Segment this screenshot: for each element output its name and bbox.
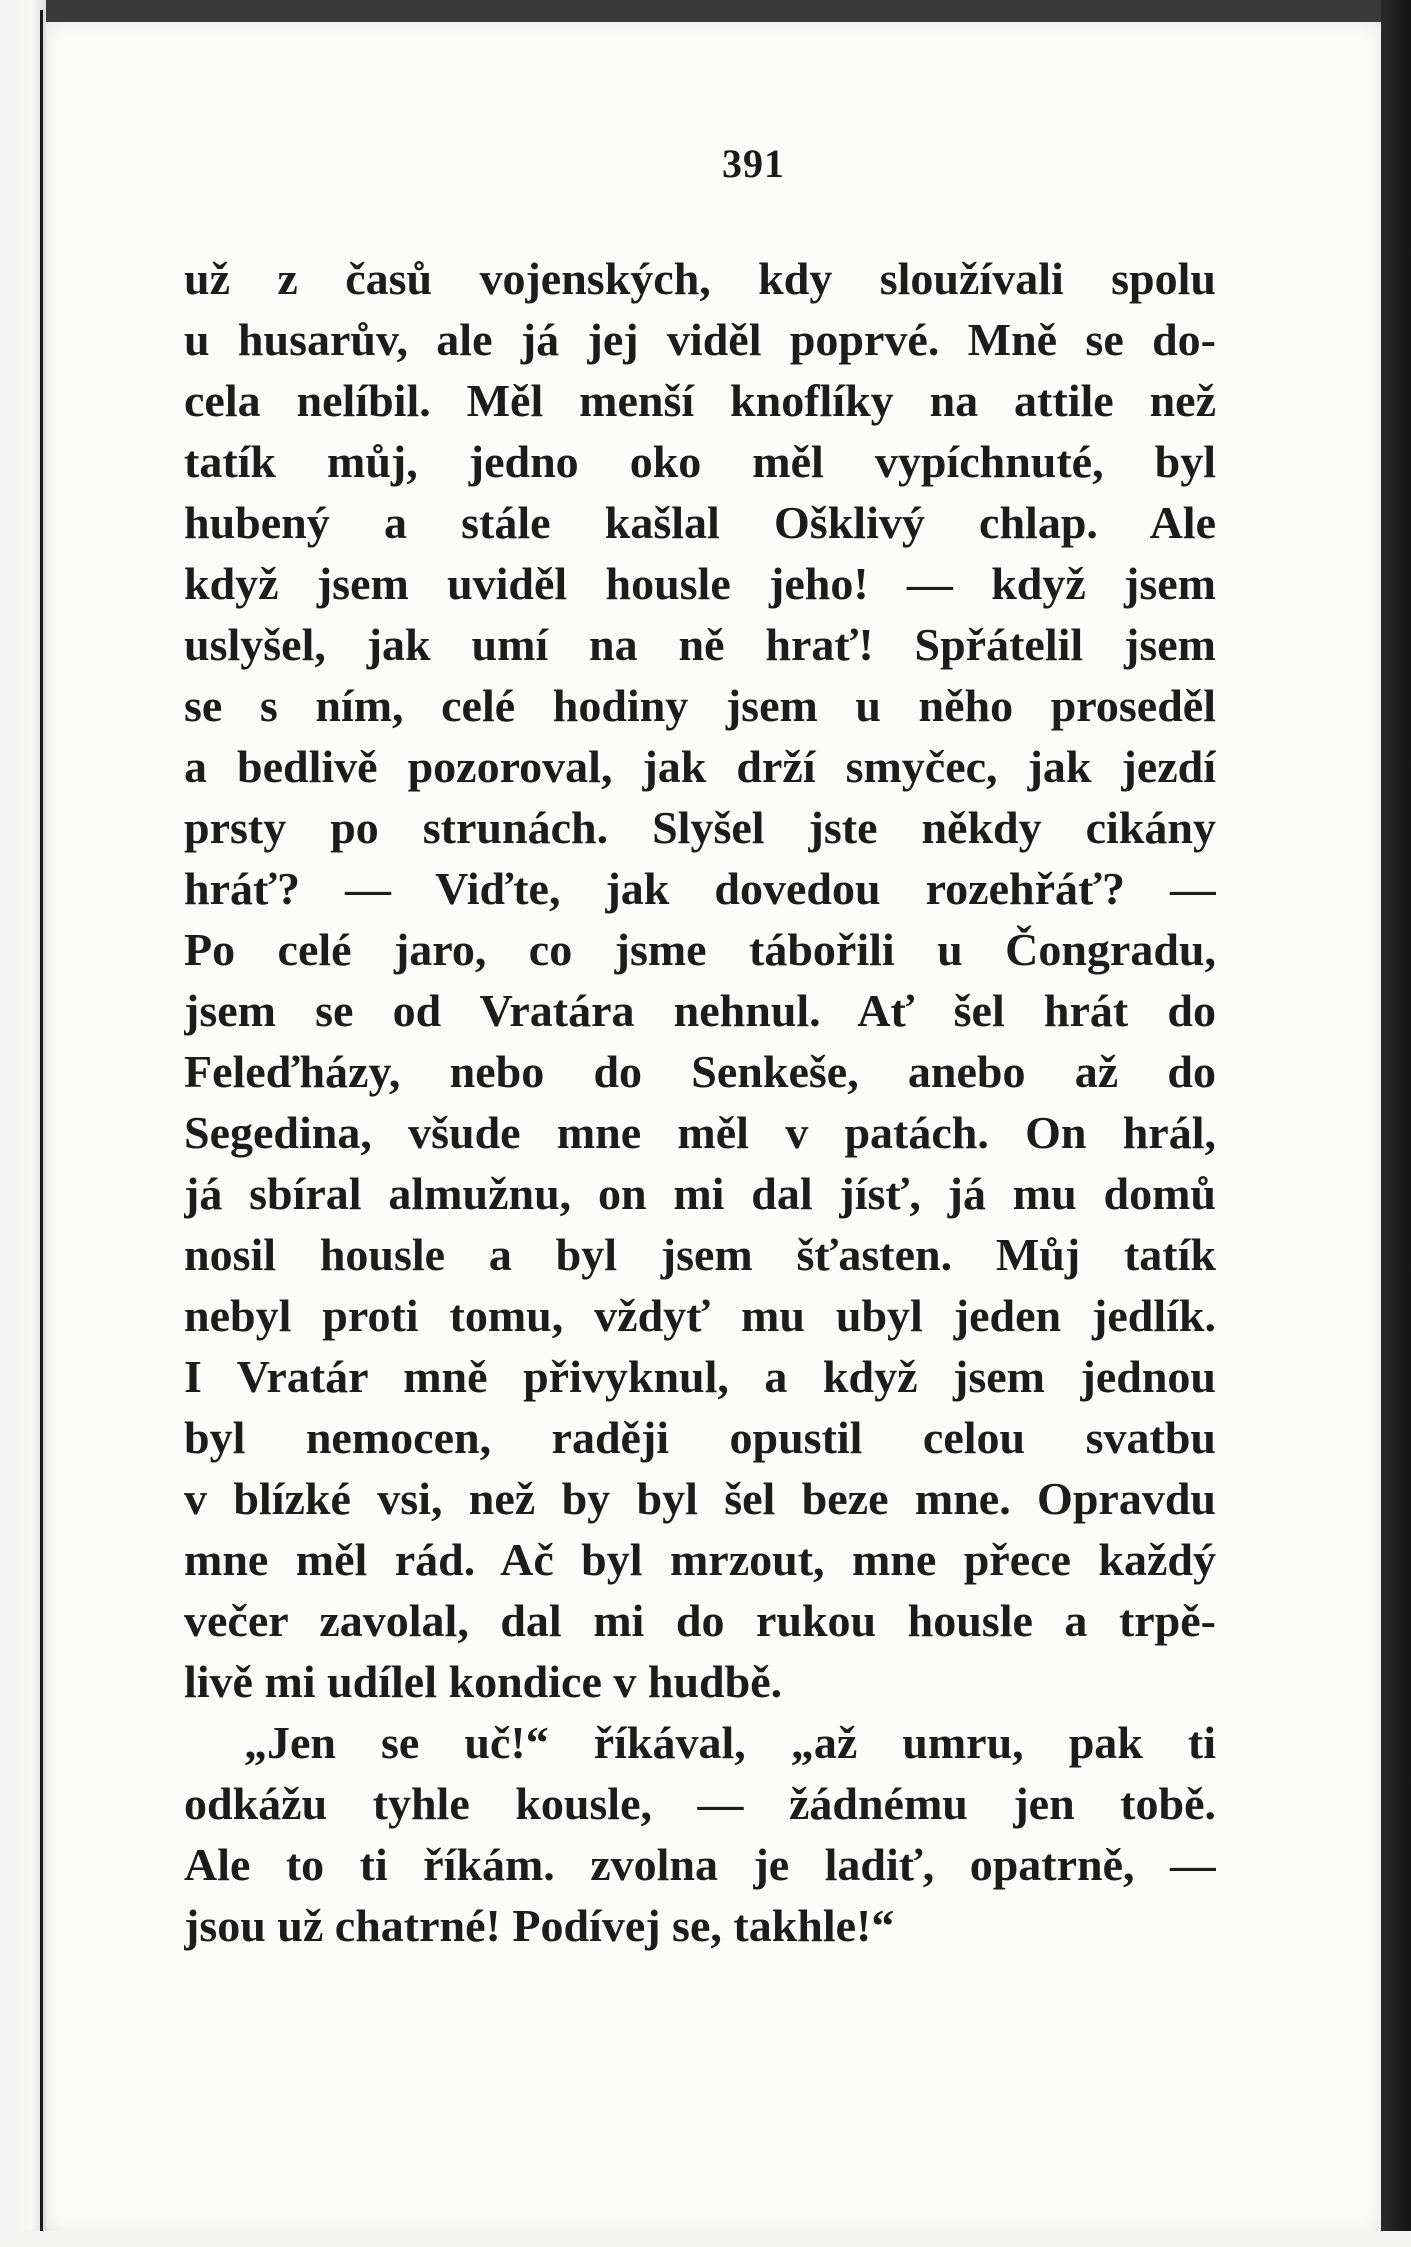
bottom-page-edge: [0, 2231, 1411, 2247]
text-line: a bedlivě pozoroval, jak drží smyčec, jak jezdí: [184, 741, 1216, 792]
text-line: hráť? — Viďte, jak dovedou rozehřáť? —: [184, 863, 1216, 914]
text-line: když jsem uviděl housle jeho! — když jsem: [184, 558, 1216, 609]
text-line: Po celé jaro, co jsme tábořili u Čongradu,: [184, 924, 1216, 975]
text-line: Ale to ti říkám. zvolna je ladiť, opatrně, —: [184, 1839, 1216, 1890]
text-line: jsem se od Vratára nehnul. Ať šel hrát do: [184, 985, 1216, 1036]
text-line-paragraph-end: livě mi udílel kondice v hudbě.: [184, 1656, 783, 1707]
page-number: 391: [722, 141, 785, 186]
text-line: u husarův, ale já jej viděl poprvé. Mně se do-: [184, 314, 1216, 365]
text-line: nosil housle a byl jsem šťasten. Můj tatík: [184, 1229, 1216, 1280]
right-scan-border: [1381, 0, 1411, 2247]
text-line: Feleďházy, nebo do Senkeše, anebo až do: [184, 1046, 1216, 1097]
text-line-paragraph-end: jsou už chatrné! Podívej se, takhle!“: [184, 1900, 895, 1951]
text-line: byl nemocen, raději opustil celou svatbu: [184, 1412, 1216, 1463]
text-line: hubený a stále kašlal Ošklivý chlap. Ale: [184, 497, 1216, 548]
text-line: už z časů vojenských, kdy sloužívali spolu: [184, 253, 1216, 304]
text-line: nebyl proti tomu, vždyť mu ubyl jeden jedlík.: [184, 1290, 1216, 1341]
text-line: v blízké vsi, než by byl šel beze mne. Opravdu: [184, 1473, 1216, 1524]
text-line: prsty po strunách. Slyšel jste někdy cikány: [184, 802, 1216, 853]
text-line: Segedina, všude mne měl v patách. On hrál,: [184, 1107, 1216, 1158]
text-line: uslyšel, jak umí na ně hrať! Spřátelil jsem: [184, 619, 1216, 670]
text-line: večer zavolal, dal mi do rukou housle a trpě-: [184, 1595, 1216, 1646]
binding-shadow: [40, 10, 43, 2247]
text-line: mne měl rád. Ač byl mrzout, mne přece každý: [184, 1534, 1216, 1585]
text-line: cela nelíbil. Měl menší knoflíky na attile než: [184, 375, 1216, 426]
text-line: tatík můj, jedno oko měl vypíchnuté, byl: [184, 436, 1216, 487]
text-line: I Vratár mně přivyknul, a když jsem jednou: [184, 1351, 1216, 1402]
text-line: se s ním, celé hodiny jsem u něho proseděl: [184, 680, 1216, 731]
body-text: [184, 248, 1216, 1956]
text-line-indented: „Jen se uč!“ říkával, „až umru, pak ti: [244, 1717, 1216, 1768]
text-line: já sbíral almužnu, on mi dal jísť, já mu domů: [184, 1168, 1216, 1219]
text-line: odkážu tyhle kousle, — žádnému jen tobě.: [184, 1778, 1216, 1829]
